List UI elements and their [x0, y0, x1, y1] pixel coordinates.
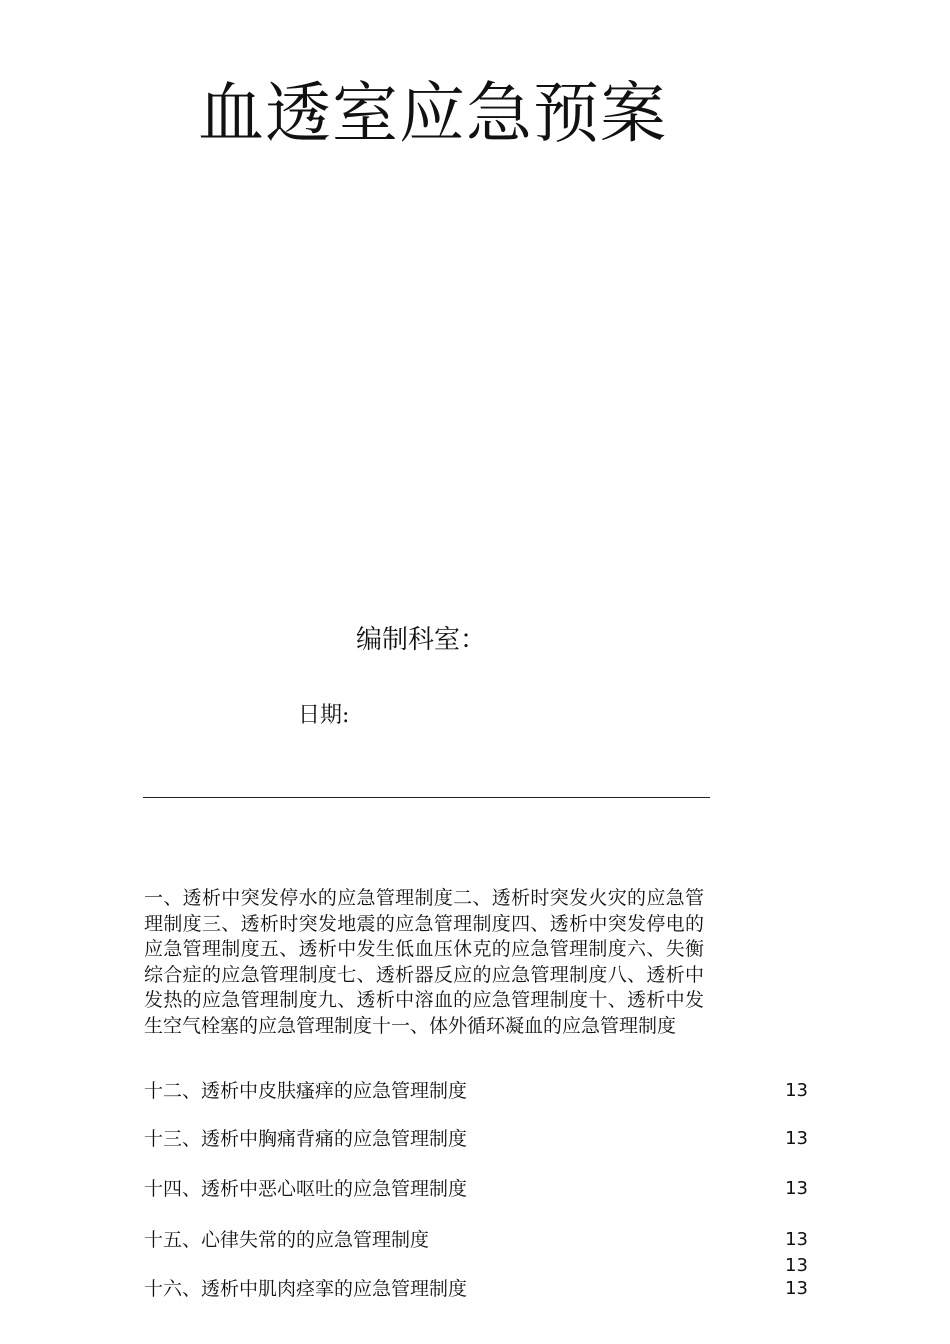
toc-paragraph: 一、透析中突发停水的应急管理制度二、透析时突发火灾的应急管理制度三、透析时突发地震的应急管理制度四、透析中突发停电的应急管理制度五、透析中发生低血压休克的应急管理制度六、失衡综合症的应急管理制度七、透析器反应的应急管理制度八、透析中发热的应急管理制度九、透析中溶血的应急管理制度十、透析中发生空气栓塞的应急管理制度十一、体外循环凝血的应急管理制度: [144, 887, 704, 1037]
toc-entry-page: 13: [785, 1080, 808, 1101]
toc-entry-label: 十六、透析中肌肉痉挛的应急管理制度: [144, 1278, 468, 1300]
toc-entry-label: 十二、透析中皮肤瘙痒的应急管理制度: [144, 1080, 468, 1102]
toc-stray-page-number: 13: [785, 1255, 808, 1276]
toc-entry-page: 13: [785, 1229, 808, 1250]
divider-line: [143, 797, 710, 798]
toc-entry-label: 十三、透析中胸痛背痛的应急管理制度: [144, 1128, 468, 1150]
toc-entry-page: 13: [785, 1278, 808, 1299]
toc-entry-label: 十五、心律失常的的应急管理制度: [144, 1229, 430, 1251]
department-label: 编制科室：: [356, 625, 487, 655]
toc-entry-label: 十四、透析中恶心呕吐的应急管理制度: [144, 1178, 468, 1200]
document-title: 血透室应急预案: [198, 75, 667, 152]
date-label: 日期:: [298, 703, 350, 728]
toc-entry-page: 13: [785, 1178, 808, 1199]
toc-entry-page: 13: [785, 1128, 808, 1149]
